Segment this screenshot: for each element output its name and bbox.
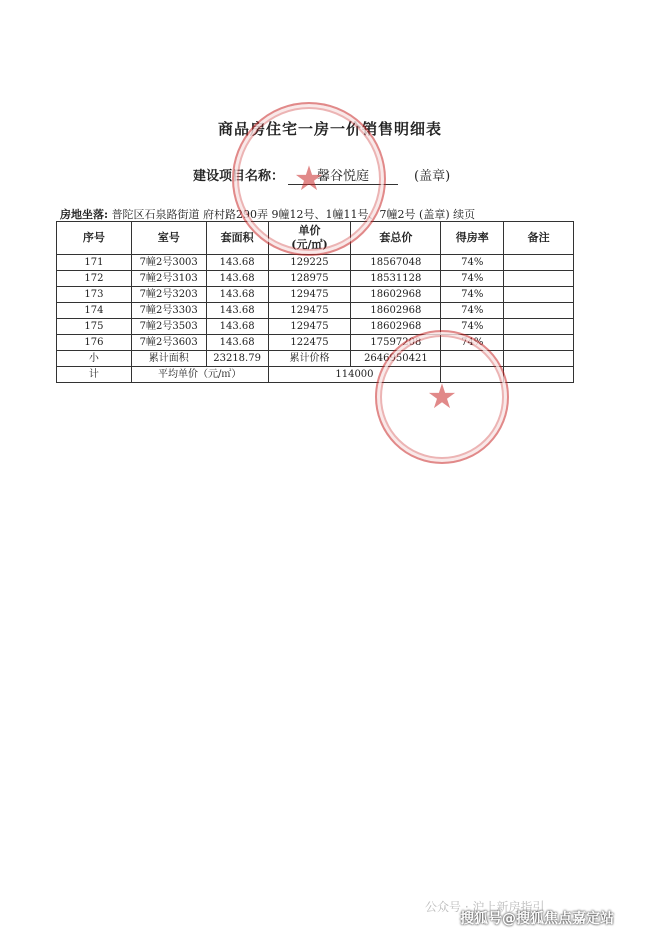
header-unit-price-label: 单价	[298, 223, 321, 237]
document-title: 商品房住宅一房一价销售明细表	[217, 120, 442, 138]
cell-area: 143.68	[206, 335, 268, 351]
cell-area: 143.68	[206, 287, 268, 303]
cell-ratio: 74%	[441, 303, 504, 319]
watermark-faint: 公众号 · 沪上新房指引	[425, 900, 545, 914]
table-row	[57, 335, 574, 351]
header-ratio: 得房率	[441, 222, 504, 255]
cell-room: 7幢2号3003	[131, 255, 206, 271]
cell-remark	[504, 271, 574, 287]
cell-room: 7幢2号3103	[131, 271, 206, 287]
table-row	[57, 303, 574, 319]
cell-total-price: 18602968	[351, 319, 441, 335]
cell-room: 7幢2号3503	[131, 319, 206, 335]
header-area: 套面积	[206, 222, 268, 255]
total-area-value: 23218.79	[206, 351, 268, 367]
watermark-bold: 搜狐号@搜狐焦点嘉定站	[460, 911, 614, 927]
cell-remark	[504, 287, 574, 303]
header-room: 室号	[131, 222, 206, 255]
subtotal-label-bottom: 计	[57, 367, 132, 383]
table-row	[57, 255, 574, 271]
subtotal-empty-cell	[504, 367, 574, 383]
cell-unit-price: 128975	[268, 271, 351, 287]
header-remark: 备注	[504, 222, 574, 255]
location-label: 房地坐落:	[60, 208, 109, 221]
cell-total-price: 18567048	[351, 255, 441, 271]
avg-price-label: 平均单价（元/㎡）	[131, 367, 268, 383]
cell-seq: 172	[57, 271, 132, 287]
cell-area: 143.68	[206, 271, 268, 287]
cell-area: 143.68	[206, 319, 268, 335]
table-row	[57, 319, 574, 335]
project-name: 馨谷悦庭	[288, 165, 398, 185]
cell-ratio: 74%	[441, 335, 504, 351]
cell-seq: 176	[57, 335, 132, 351]
authority-seal-stamp	[375, 330, 509, 464]
seal-star-icon: ★	[293, 159, 325, 199]
cell-unit-price: 129475	[268, 319, 351, 335]
subtotal-label-top: 小	[57, 351, 132, 367]
total-area-label: 累计面积	[131, 351, 206, 367]
cell-remark	[504, 255, 574, 271]
avg-price-value: 114000	[268, 367, 441, 383]
cell-unit-price: 129225	[268, 255, 351, 271]
table-row	[57, 287, 574, 303]
cell-room: 7幢2号3603	[131, 335, 206, 351]
cell-total-price: 18602968	[351, 287, 441, 303]
cell-seq: 175	[57, 319, 132, 335]
subtotal-empty-cell	[504, 351, 574, 367]
project-label: 建设项目名称：	[193, 169, 285, 184]
header-total-price: 套总价	[351, 222, 441, 255]
header-seq: 序号	[57, 222, 132, 255]
cell-total-price: 18531128	[351, 271, 441, 287]
cell-area: 143.68	[206, 303, 268, 319]
cell-remark	[504, 303, 574, 319]
seal-star-icon: ★	[426, 377, 458, 417]
total-price-value: 2646950421	[351, 351, 441, 367]
location-text: 普陀区石泉路街道 府村路290弄 9幢12号、1幢11号、7幢2号 (盖章) 续页	[111, 208, 476, 221]
cell-area: 143.68	[206, 255, 268, 271]
cell-ratio: 74%	[441, 319, 504, 335]
cell-room: 7幢2号3303	[131, 303, 206, 319]
cell-unit-price: 122475	[268, 335, 351, 351]
cell-seq: 171	[57, 255, 132, 271]
cell-remark	[504, 319, 574, 335]
cell-seq: 173	[57, 287, 132, 303]
header-unit-price-unit: (元/㎡)	[291, 238, 328, 251]
cell-seq: 174	[57, 303, 132, 319]
table-row	[57, 271, 574, 287]
cell-ratio: 74%	[441, 287, 504, 303]
cell-total-price: 18602968	[351, 303, 441, 319]
cell-unit-price: 129475	[268, 287, 351, 303]
cell-room: 7幢2号3203	[131, 287, 206, 303]
cell-ratio: 74%	[441, 255, 504, 271]
cell-unit-price: 129475	[268, 303, 351, 319]
cell-total-price: 17597208	[351, 335, 441, 351]
cell-remark	[504, 335, 574, 351]
total-price-label: 累计价格	[268, 351, 351, 367]
cell-ratio: 74%	[441, 271, 504, 287]
seal-note: (盖章)	[414, 169, 451, 184]
company-seal-stamp	[232, 102, 386, 256]
